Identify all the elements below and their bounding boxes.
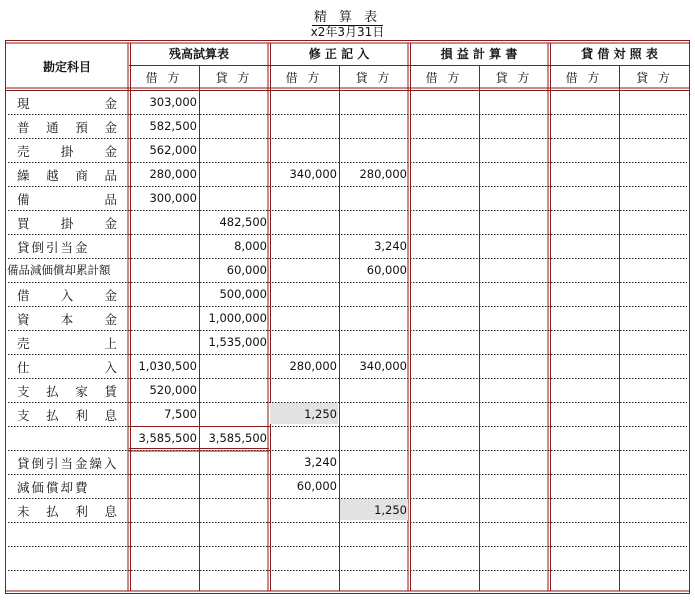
amount-cell: 340,000	[289, 167, 337, 181]
amount-cell	[339, 143, 409, 167]
amount-cell	[269, 215, 339, 239]
worksheet-title: 精 算 表	[313, 10, 382, 25]
amount-cell: 280,000	[149, 167, 197, 181]
amount-cell	[339, 551, 409, 575]
account-name	[5, 430, 129, 454]
account-name	[5, 526, 129, 550]
sub-bs-credit: 貸 方	[636, 71, 673, 85]
amount-cell: 340,000	[359, 359, 407, 373]
amount-cell	[199, 95, 269, 119]
amount-cell	[339, 191, 409, 215]
amount-cell	[269, 119, 339, 143]
amount-cell	[339, 575, 409, 599]
amount-cell: 520,000	[149, 383, 197, 397]
amount-cell: 3,585,500	[208, 431, 267, 445]
amount-cell	[269, 287, 339, 311]
amount-cell	[269, 263, 339, 287]
account-name: 減価償却費	[17, 480, 90, 495]
amount-cell	[339, 311, 409, 335]
amount-cell	[129, 455, 199, 479]
amount-cell: 3,585,500	[138, 431, 197, 445]
amount-cell	[269, 95, 339, 119]
amount-cell: 482,500	[219, 215, 267, 229]
amount-cell	[269, 575, 339, 599]
amount-cell: 60,000	[366, 263, 407, 277]
account-name: 支 払 家 賃	[17, 384, 117, 399]
amount-cell: 280,000	[289, 359, 337, 373]
amount-cell	[129, 239, 199, 263]
account-name: 貸倒引当金繰入	[17, 456, 119, 471]
amount-cell	[339, 383, 409, 407]
amount-cell	[199, 575, 269, 599]
amount-cell	[269, 239, 339, 263]
amount-cell	[199, 359, 269, 383]
amount-cell	[339, 95, 409, 119]
amount-cell	[269, 551, 339, 575]
account-name: 備品減価償却累計額	[7, 263, 111, 277]
amount-cell: 280,000	[359, 167, 407, 181]
account-name: 備 品	[17, 192, 117, 207]
amount-cell	[129, 287, 199, 311]
amount-cell	[129, 551, 199, 575]
amount-cell	[129, 263, 199, 287]
amount-cell	[269, 335, 339, 359]
sub-tb-credit: 貸 方	[215, 71, 253, 85]
sub-adj-credit: 貸 方	[355, 71, 393, 85]
amount-cell: 60,000	[296, 479, 337, 493]
amount-cell: 7,500	[164, 407, 197, 421]
amount-cell: 3,240	[374, 239, 407, 253]
amount-cell	[199, 479, 269, 503]
account-name: 現 金	[17, 96, 117, 111]
amount-cell: 1,000,000	[208, 311, 267, 325]
amount-cell	[269, 311, 339, 335]
amount-cell	[339, 455, 409, 479]
sub-is-credit: 貸 方	[495, 71, 533, 85]
sub-bs-debit: 借 方	[565, 71, 603, 85]
sub-adj-debit: 借 方	[285, 71, 323, 85]
amount-cell	[269, 527, 339, 551]
account-name: 借 入 金	[17, 288, 117, 303]
amount-cell	[269, 503, 339, 527]
account-name: 普 通 預 金	[17, 120, 117, 135]
amount-cell	[129, 503, 199, 527]
worksheet-table	[5, 40, 690, 594]
amount-cell	[199, 407, 269, 431]
amount-cell: 500,000	[219, 287, 267, 301]
amount-cell	[199, 455, 269, 479]
header-account: 勘定科目	[42, 60, 91, 74]
amount-cell	[129, 575, 199, 599]
sub-tb-debit: 借 方	[145, 71, 183, 85]
amount-cell: 3,240	[304, 455, 337, 469]
header-adjustments: 修 正 記 入	[308, 47, 370, 61]
amount-cell: 60,000	[226, 263, 267, 277]
account-name: 仕 入	[17, 360, 117, 375]
amount-cell	[339, 215, 409, 239]
amount-cell: 1,535,000	[208, 335, 267, 349]
amount-cell	[339, 527, 409, 551]
account-name	[5, 550, 129, 574]
amount-cell	[339, 287, 409, 311]
amount-cell	[199, 503, 269, 527]
sub-is-debit: 借 方	[425, 71, 463, 85]
account-name: 支 払 利 息	[17, 408, 117, 423]
amount-cell	[129, 311, 199, 335]
amount-cell	[269, 191, 339, 215]
amount-cell	[339, 335, 409, 359]
amount-cell	[199, 551, 269, 575]
amount-cell: 8,000	[234, 239, 267, 253]
amount-cell	[269, 143, 339, 167]
amount-cell: 300,000	[149, 191, 197, 205]
amount-cell	[199, 119, 269, 143]
header-income-statement: 損 益 計 算 書	[440, 47, 518, 61]
account-name: 売 掛 金	[17, 144, 117, 159]
amount-cell	[339, 431, 409, 455]
amount-cell: 1,250	[304, 407, 337, 421]
account-name: 資 本 金	[17, 312, 117, 327]
amount-cell: 1,250	[374, 503, 407, 517]
amount-cell: 582,500	[149, 119, 197, 133]
amount-cell	[129, 335, 199, 359]
amount-cell	[129, 527, 199, 551]
account-name: 未 払 利 息	[17, 504, 117, 519]
amount-cell: 303,000	[149, 95, 197, 109]
account-name: 買 掛 金	[17, 216, 117, 231]
amount-cell	[199, 527, 269, 551]
amount-cell	[129, 215, 199, 239]
header-balance-sheet: 貸 借 対 照 表	[581, 47, 658, 61]
amount-cell: 1,030,500	[138, 359, 197, 373]
amount-cell	[269, 431, 339, 455]
account-name: 売 上	[17, 336, 117, 351]
amount-cell	[339, 119, 409, 143]
amount-cell	[199, 191, 269, 215]
amount-cell	[199, 167, 269, 191]
account-name: 貸倒引当金	[17, 240, 90, 255]
worksheet-date: x2年3月31日	[310, 25, 385, 39]
amount-cell: 562,000	[149, 143, 197, 157]
amount-cell	[199, 383, 269, 407]
amount-cell	[199, 143, 269, 167]
amount-cell	[339, 407, 409, 431]
amount-cell	[129, 479, 199, 503]
account-name	[5, 574, 129, 598]
header-trial-balance: 残高試算表	[168, 47, 229, 61]
account-name: 繰 越 商 品	[17, 168, 117, 183]
